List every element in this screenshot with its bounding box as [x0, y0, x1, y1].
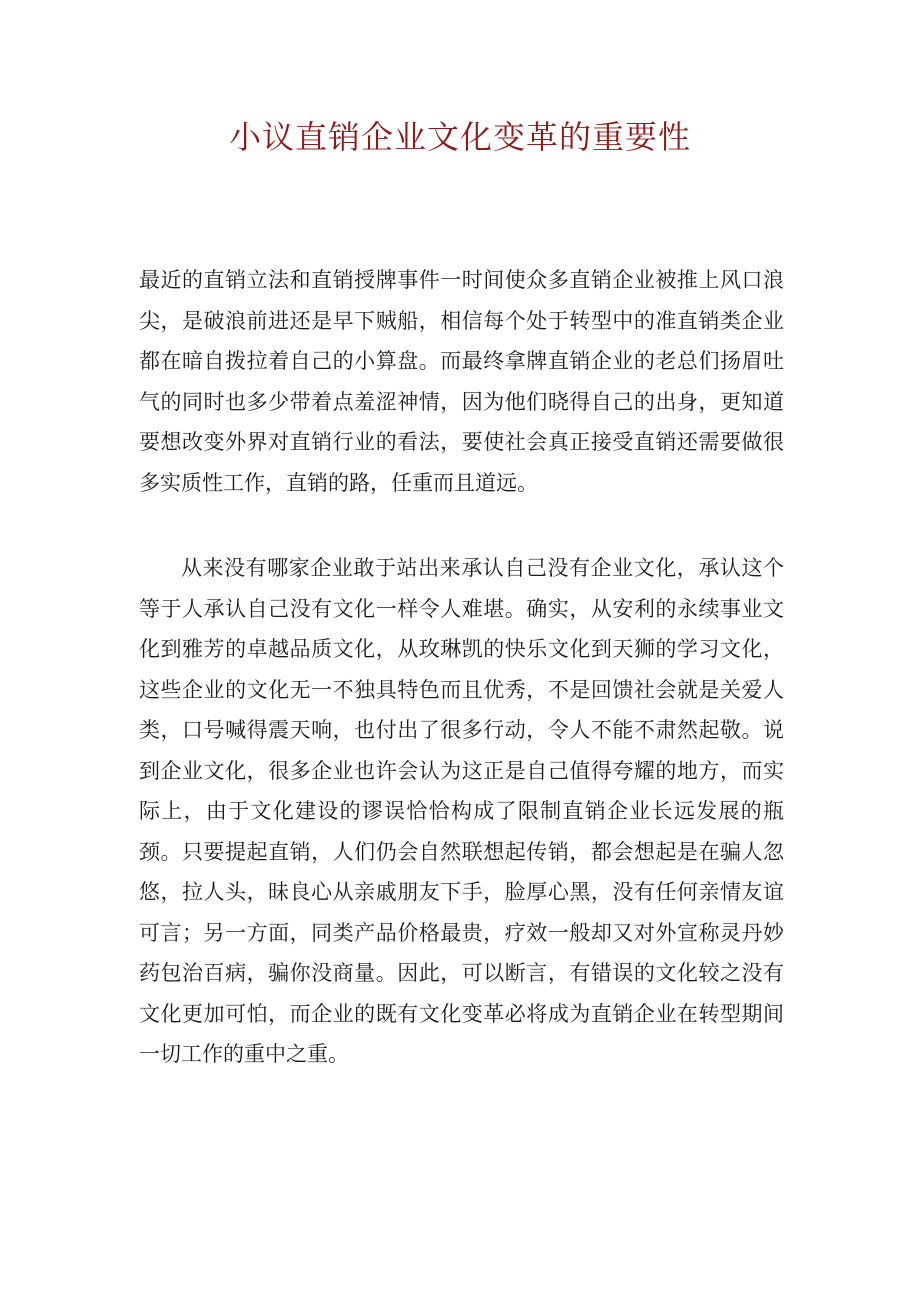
document-title: 小议直销企业文化变革的重要性 — [228, 118, 691, 156]
body-paragraph-1: 最近的直销立法和直销授牌事件一时间使众多直销企业被推上风口浪尖，是破浪前进还是早下贼船，相信每个处于转型中的准直销类企业都在暗自拨拉着自己的小算盘。而最终拿牌直销企业的老总们扬眉吐气的同时也多少带着点羞涩神情，因为他们晓得自己的出身，更知道要想改变外界对直销行业的看法，要使社会真正接受直销还需要做很多实质性工作，直销的路，任重而且道远。 — [139, 268, 784, 495]
body-paragraph-2: 从来没有哪家企业敢于站出来承认自己没有企业文化，承认这个等于人承认自己没有文化一样令人难堪。确实，从安利的永续事业文化到雅芳的卓越品质文化，从玫琳凯的快乐文化到天狮的学习文化，这些企业的文化无一不独具特色而且优秀，不是回馈社会就是关爱人类，口号喊得震天响，也付出了很多行动，令人不能不肃然起敬。说到企业文化，很多企业也许会认为这正是自己值得夸耀的地方，而实际上，由于文化建设的谬误恰恰构成了限制直销企业长远发展的瓶颈。只要提起直销，人们仍会自然联想起传销，都会想起是在骗人忽悠，拉人头，昧良心从亲戚朋友下手，脸厚心黑，没有任何亲情友谊可言；另一方面，同类产品价格最贵，疗效一般却又对外宣称灵丹妙药包治百病，骗你没商量。因此，可以断言，有错误的文化较之没有文化更加可怕，而企业的既有文化变革必将成为直销企业在转型期间一切工作的重中之重。 — [139, 556, 784, 1066]
